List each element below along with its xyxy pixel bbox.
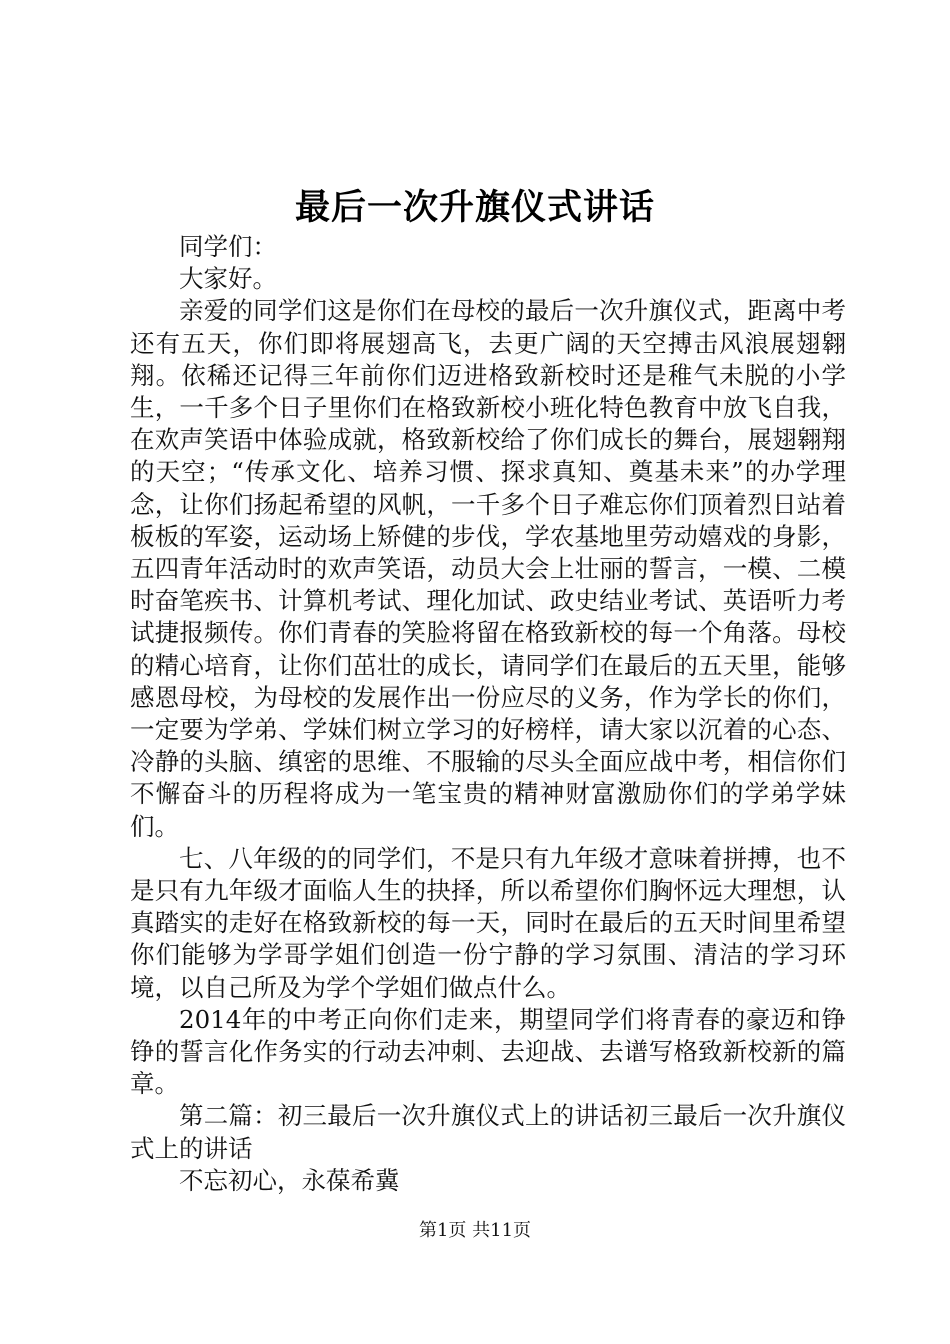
paragraph: 亲爱的同学们这是你们在母校的最后一次升旗仪式，距离中考还有五天，你们即将展翅高飞，去更广阔的天空搏击风浪展翅翱翔。依稀还记得三年前你们迈进格致新校时还是稚气未脱的小学生，一千多个日子里你们在格致新校小班化特色教育中放飞自我，在欢声笑语中体验成就，格致新校给了你们成长的舞台，展翅翱翔的天空；“传承文化、培养习惯、探求真知、奠基未来”的办学理念，让你们扬起希望的风帆，一千多个日子难忘你们顶着烈日站着板板的军姿，运动场上矫健的步伐，学农基地里劳动嬉戏的身影，五四青年活动时的欢声笑语，动员大会上壮丽的誓言，一模、二模时奋笔疾书、计算机考试、理化加试、政史结业考试、英语听力考试捷报频传。你们青春的笑脸将留在格致新校的每一个角落。母校的精心培育，让你们茁壮的成长，请同学们在最后的五天里，能够感恩母校，为母校的发展作出一份应尽的义务，作为学长的你们，一定要为学弟、学妹们树立学习的好榜样，请大家以沉着的心态、冷静的头脑、缜密的思维、不服输的尽头全面应战中考，相信你们不懈奋斗的历程将成为一笔宝贵的精神财富激励你们的学弟学妹们。	[130, 296, 846, 841]
paragraph: 七、八年级的的同学们，不是只有九年级才意味着拼搏，也不是只有九年级才面临人生的抉择，所以希望你们胸怀远大理想，认真踏实的走好在格致新校的每一天，同时在最后的五天时间里希望你们能够为学哥学姐们创造一份宁静的学习氛围、清洁的学习环境，以自己所及为学个学姐们做点什么。	[130, 843, 846, 1002]
page-footer: 第1页 共11页	[418, 1220, 532, 1241]
document-body	[130, 231, 846, 1197]
paragraph: 2014年的中考正向你们走来，期望同学们将青春的豪迈和铮铮的誓言化作务实的行动去冲刺、去迎战、去谱写格致新校新的篇章。	[130, 1004, 846, 1099]
greeting: 大家好。	[179, 264, 277, 294]
document-title: 最后一次升旗仪式讲话	[294, 187, 655, 228]
paragraph: 不忘初心，永葆希冀	[179, 1165, 400, 1195]
salutation: 同学们：	[179, 232, 277, 261]
paragraph: 第二篇：初三最后一次升旗仪式上的讲话初三最后一次升旗仪式上的讲话	[130, 1101, 846, 1163]
